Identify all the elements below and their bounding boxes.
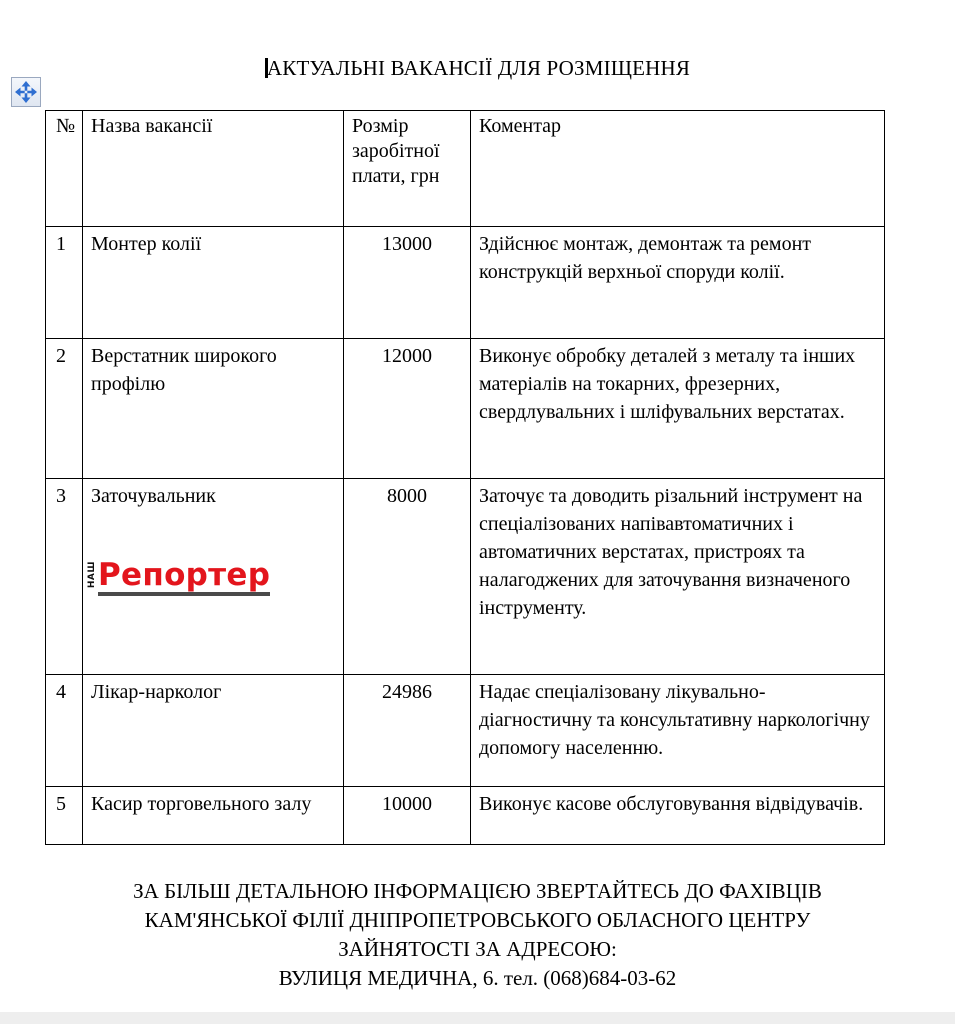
footer-line-1: ЗА БІЛЬШ ДЕТАЛЬНОЮ ІНФОРМАЦІЄЮ ЗВЕРТАЙТЕСЬ ДО ФАХІВЦІВ [133,879,822,903]
vacancy-comment: Надає спеціалізовану лікувально-діагностичну та консультативну наркологічну допомогу населенню. [471,675,885,787]
footer-line-4: ВУЛИЦЯ МЕДИЧНА, 6. тел. (068)684-03-62 [278,966,677,990]
table-row [46,339,885,479]
vacancy-name: Верстатник широкого профілю [83,339,344,479]
logo-small-text: НАШ [87,560,97,588]
page-bottom-band [0,1012,955,1024]
header-salary: Розмір заробітної плати, грн [344,111,471,227]
page-title-first-letter: А [266,56,283,80]
vacancy-salary: 13000 [344,227,471,339]
move-arrows-icon [12,78,40,106]
vacancy-name: Заточувальник [91,485,216,507]
page-title-text: КТУАЛЬНІ ВАКАНСІЇ ДЛЯ РОЗМІЩЕННЯ [282,56,691,80]
vacancy-name: Лікар-нарколог [83,675,344,787]
vacancy-name-cell [83,479,344,675]
vacancy-comment: Здійснює монтаж, демонтаж та ремонт конструкцій верхньої споруди колії. [471,227,885,339]
vacancy-comment: Виконує касове обслуговування відвідувачів. [471,787,885,845]
vacancies-table [45,110,885,845]
row-number: 2 [46,339,83,479]
table-move-handle[interactable] [11,77,41,107]
table-row [46,675,885,787]
header-comment: Коментар [471,111,885,227]
header-number: № [46,111,83,227]
nash-reporter-logo [88,554,335,596]
vacancy-salary: 10000 [344,787,471,845]
logo-main-text: Репортер [98,558,270,596]
vacancy-salary: 24986 [344,675,471,787]
vacancy-salary: 8000 [344,479,471,675]
contact-footer [0,877,955,993]
header-vacancy-name: Назва вакансії [83,111,344,227]
table-header-row [46,111,885,227]
footer-line-3: ЗАЙНЯТОСТІ ЗА АДРЕСОЮ: [338,937,617,961]
vacancy-name: Монтер колії [83,227,344,339]
row-number: 4 [46,675,83,787]
vacancy-comment: Виконує обробку деталей з металу та інших матеріалів на токарних, фрезерних, свердлувальних і шліфувальних верстатах. [471,339,885,479]
page-title [0,56,955,81]
table-row [46,787,885,845]
row-number: 5 [46,787,83,845]
row-number: 1 [46,227,83,339]
vacancy-comment: Заточує та доводить різальний інструмент на спеціалізованих напівавтоматичних і автоматичних верстатах, пристроях та налагоджених для заточування визначеного інструменту. [471,479,885,675]
vacancy-salary: 12000 [344,339,471,479]
vacancy-name: Касир торговельного залу [83,787,344,845]
footer-line-2: КАМ'ЯНСЬКОЇ ФІЛІЇ ДНІПРОПЕТРОВСЬКОГО ОБЛАСНОГО ЦЕНТРУ [144,908,811,932]
row-number: 3 [46,479,83,675]
table-row [46,479,885,675]
table-row [46,227,885,339]
